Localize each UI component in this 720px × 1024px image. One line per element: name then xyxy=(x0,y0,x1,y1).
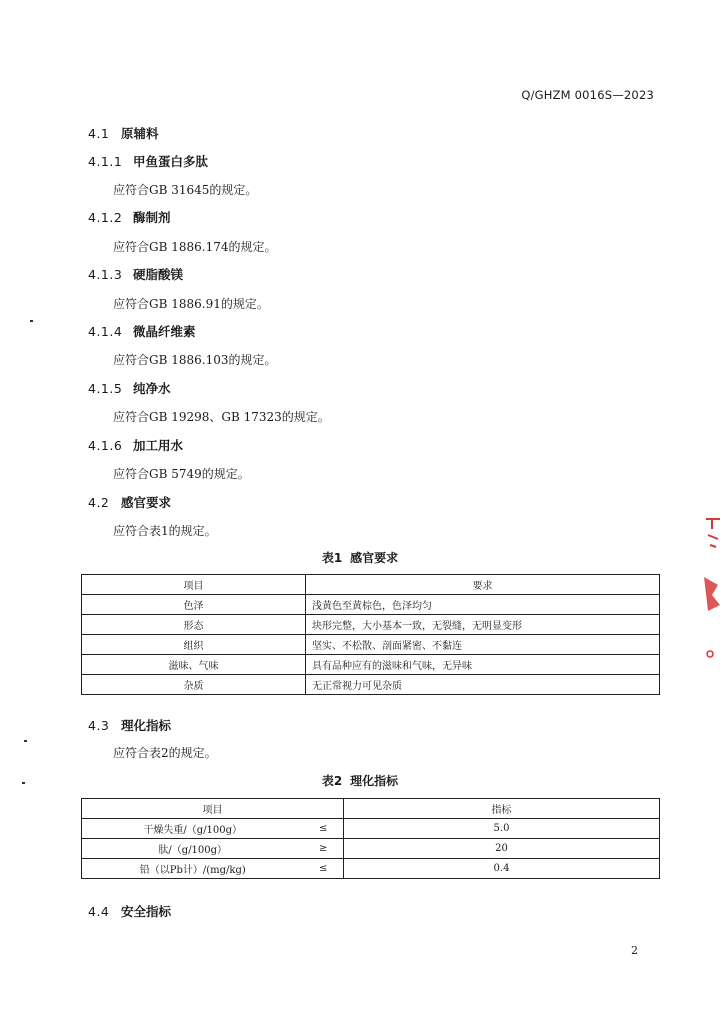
section-heading: 4.2 感官要求 xyxy=(88,495,172,510)
table-header-cell: 指标 xyxy=(344,799,660,819)
sensory-requirements-table xyxy=(81,574,660,695)
section-heading: 4.1.2 酶制剂 xyxy=(88,210,171,225)
table-cell: ≤ xyxy=(304,819,344,839)
table-cell: ≥ xyxy=(304,839,344,859)
table-cell: 组织 xyxy=(82,635,306,655)
table-cell: ≤ xyxy=(304,859,344,879)
table-cell: 坚实、不松散、剖面紧密、不黏连 xyxy=(306,635,660,655)
table-cell: 0.4 xyxy=(344,859,660,879)
table2-caption: 表2 理化指标 xyxy=(321,774,399,788)
scan-speck xyxy=(30,320,33,322)
table-cell: 20 xyxy=(344,839,660,859)
section-text: 应符合表1的规定。 xyxy=(113,524,217,538)
table-cell: 滋味、气味 xyxy=(82,655,306,675)
table-cell: 浅黄色至黄棕色，色泽均匀 xyxy=(306,595,660,615)
table-row xyxy=(82,859,660,879)
section-text: 应符合GB 1886.91的规定。 xyxy=(113,297,269,311)
table-header-cell: 要求 xyxy=(306,575,660,595)
table-cell: 色泽 xyxy=(82,595,306,615)
physicochemical-indicators-table xyxy=(81,798,660,879)
table-cell: 肽/（g/100g） xyxy=(82,839,304,859)
section-text: 应符合GB 5749的规定。 xyxy=(113,467,250,481)
table-cell: 5.0 xyxy=(344,819,660,839)
table-cell: 块形完整，大小基本一致，无裂缝，无明显变形 xyxy=(306,615,660,635)
table-row xyxy=(82,675,660,695)
table-row xyxy=(82,615,660,635)
section-heading: 4.1.6 加工用水 xyxy=(88,438,184,453)
standard-number: Q/GHZM 0016S—2023 xyxy=(521,88,654,102)
table-row xyxy=(82,819,660,839)
section-heading: 4.1.5 纯净水 xyxy=(88,381,171,396)
table-cell: 具有品种应有的滋味和气味，无异味 xyxy=(306,655,660,675)
table-header-row xyxy=(82,575,660,595)
table-header-cell: 项目 xyxy=(82,575,306,595)
table-cell: 铅（以Pb计）/(mg/kg) xyxy=(82,859,304,879)
page-number: 2 xyxy=(631,944,638,957)
seal-fragment xyxy=(700,515,720,665)
section-text: 应符合GB 31645的规定。 xyxy=(113,183,258,197)
table-cell: 杂质 xyxy=(82,675,306,695)
table-row xyxy=(82,595,660,615)
table-row xyxy=(82,655,660,675)
section-heading: 4.3 理化指标 xyxy=(88,718,172,733)
section-heading: 4.1.3 硬脂酸镁 xyxy=(88,267,184,282)
table-header-row xyxy=(82,799,660,819)
table1-caption: 表1 感官要求 xyxy=(321,551,399,565)
table-row xyxy=(82,839,660,859)
section-text: 应符合GB 1886.174的规定。 xyxy=(113,240,277,254)
table-cell: 形态 xyxy=(82,615,306,635)
scan-speck xyxy=(24,740,27,742)
table-cell: 无正常视力可见杂质 xyxy=(306,675,660,695)
section-text: 应符合GB 1886.103的规定。 xyxy=(113,353,277,367)
table-cell: 干燥失重/（g/100g） xyxy=(82,819,304,839)
table-header-cell: 项目 xyxy=(82,799,344,819)
section-heading: 4.1.1 甲鱼蛋白多肽 xyxy=(88,154,209,169)
table-row xyxy=(82,635,660,655)
section-heading: 4.1.4 微晶纤维素 xyxy=(88,324,196,339)
section-text: 应符合GB 19298、GB 17323的规定。 xyxy=(113,410,330,424)
section-heading: 4.1 原辅料 xyxy=(88,126,159,141)
section-text: 应符合表2的规定。 xyxy=(113,746,217,760)
section-heading: 4.4 安全指标 xyxy=(88,904,172,919)
scan-speck xyxy=(22,782,25,784)
